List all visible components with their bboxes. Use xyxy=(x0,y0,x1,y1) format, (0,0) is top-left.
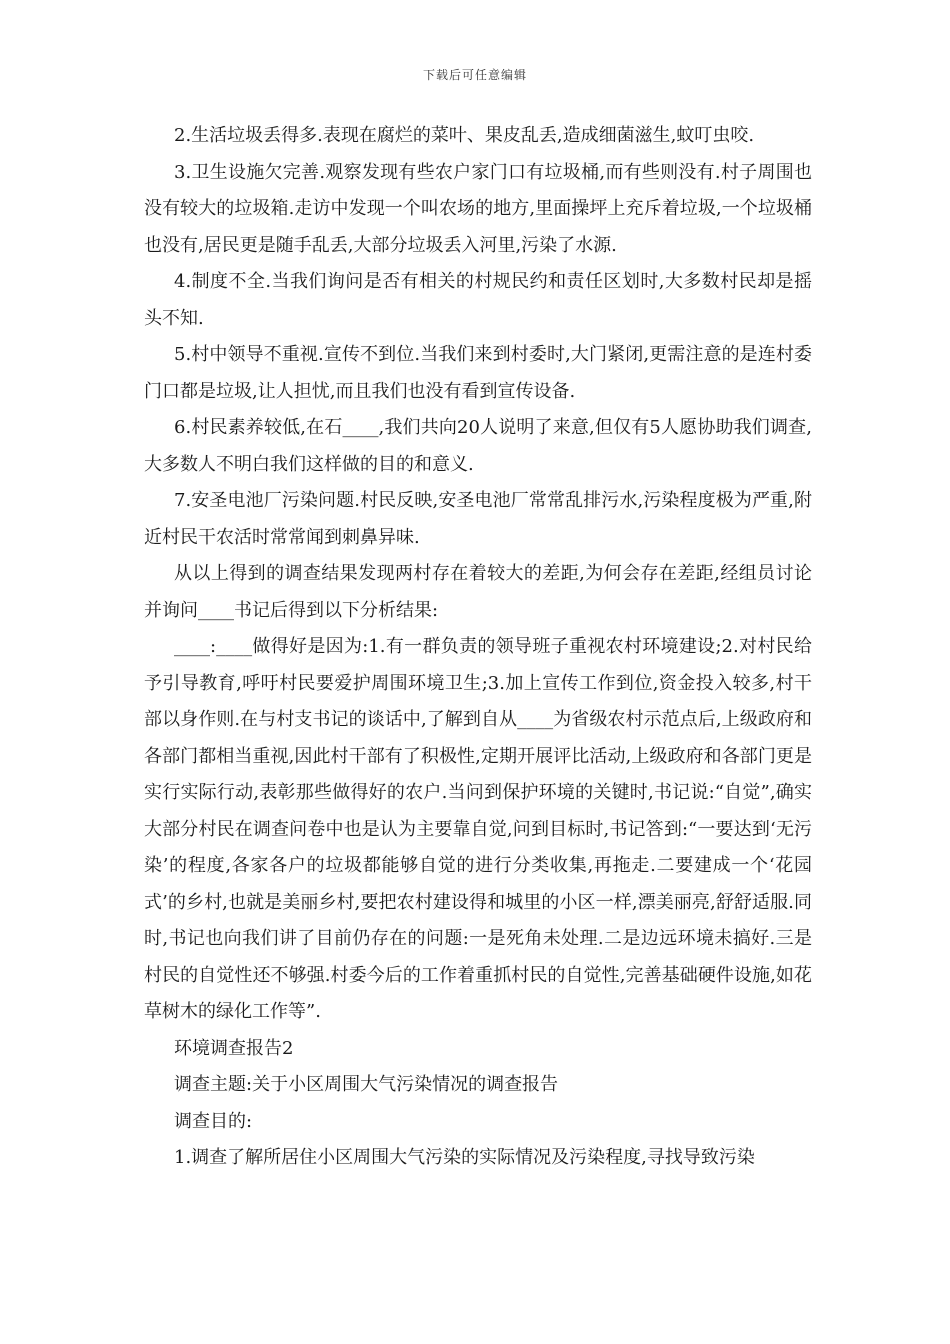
document-body xyxy=(144,118,812,1177)
paragraph-item-6: 6.村民素养较低,在石____,我们共向20人说明了来意,但仅有5人愿协助我们调查,大多数人不明白我们这样做的目的和意义. xyxy=(144,417,812,475)
survey-purpose-item-1: 1.调查了解所居住小区周围大气污染的实际情况及污染程度,寻找导致污染 xyxy=(174,1147,755,1168)
survey-topic: 调查主题:关于小区周围大气污染情况的调查报告 xyxy=(174,1074,559,1095)
paragraph-summary-intro: 从以上得到的调查结果发现两村存在着较大的差距,为何会存在差距,经组员讨论并询问____书记后得到以下分析结果: xyxy=(144,563,812,621)
paragraph-item-4: 4.制度不全.当我们询问是否有相关的村规民约和责任区划时,大多数村民却是摇头不知. xyxy=(144,271,812,329)
survey-purpose-heading: 调查目的: xyxy=(174,1110,253,1132)
paragraph-item-3: 3.卫生设施欠完善.观察发现有些农户家门口有垃圾桶,而有些则没有.村子周围也没有较大的垃圾箱.走访中发现一个叫农场的地方,里面操坪上充斥着垃圾,一个垃圾桶也没有,居民更是随手乱丢,大部分垃圾丢入河里,污染了水源. xyxy=(144,161,812,256)
paragraph-item-2: 2.生活垃圾丢得多.表现在腐烂的菜叶、果皮乱丢,造成细菌滋生,蚊叮虫咬. xyxy=(174,125,755,146)
section-title: 环境调查报告2 xyxy=(174,1037,294,1059)
paragraph-analysis: ____:____做得好是因为:1.有一群负责的领导班子重视农村环境建设;2.对村民给予引导教育,呼吁村民要爱护周围环境卫生;3.加上宣传工作到位,资金投入较多,村干部以身作则.在与村支书记的谈话中,了解到自从____为省级农村示范点后,上级政府和各部门都相当重视,因此村干部有了积极性,定期开展评比活动,上级政府和各部门更是实行实际行动,表彰那些做得好的农户.当问到保护环境的关键时,书记说:“自觉”,确实大部分村民在调查问卷中也是认为主要靠自觉,问到目标时,书记答到:“一要达到‘无污染’的程度,各家各户的垃圾都能够自觉的进行分类收集,再拖走.二要建成一个‘花园式’的乡村,也就是美丽乡村,要把农村建设得和城里的小区一样,漂美丽亮,舒舒适服.同时,书记也向我们讲了目前仍存在的问题:一是死角未处理.二是边远环境未搞好.三是村民的自觉性还不够强.村委今后的工作着重抓村民的自觉性,完善基础硬件设施,如花草树木的绿化工作等”. xyxy=(144,636,812,1022)
paragraph-item-7: 7.安圣电池厂污染问题.村民反映,安圣电池厂常常乱排污水,污染程度极为严重,附近村民干农活时常常闻到刺鼻异味. xyxy=(144,490,812,548)
paragraph-item-5: 5.村中领导不重视.宣传不到位.当我们来到村委时,大门紧闭,更需注意的是连村委门口都是垃圾,让人担忧,而且我们也没有看到宣传设备. xyxy=(144,344,812,402)
page-header: 下载后可任意编辑 xyxy=(422,68,527,82)
